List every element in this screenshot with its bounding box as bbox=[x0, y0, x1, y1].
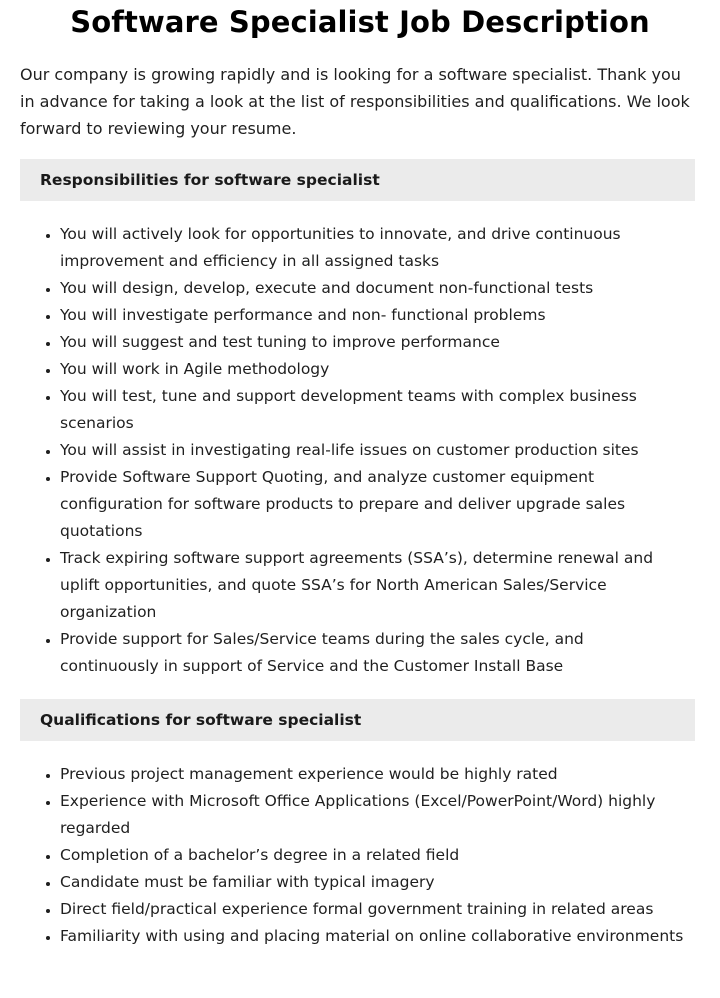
list-item: • You will actively look for opportunities to innovate, and drive continuous improvement and efficiency in all assigned tasks bbox=[60, 221, 686, 275]
intro-paragraph: Our company is growing rapidly and is looking for a software specialist. Thank you in advance for taking a look at the list of responsibilities and qualifications. We look forward to reviewing your resume. bbox=[20, 65, 690, 138]
list-item: • Track expiring software support agreements (SSA’s), determine renewal and uplift opportunities, and quote SSA’s for North American Sales/Service organization bbox=[60, 545, 686, 626]
list-item: • Provide Software Support Quoting, and analyze customer equipment configuration for software products to prepare and deliver upgrade sales quotations bbox=[60, 464, 686, 545]
list-item: • You will test, tune and support development teams with complex business scenarios bbox=[60, 383, 686, 437]
page-title: Software Specialist Job Description bbox=[70, 5, 650, 39]
list-item: • You will design, develop, execute and document non-functional tests bbox=[60, 275, 686, 302]
list-item: • Previous project management experience would be highly rated bbox=[60, 761, 686, 788]
responsibilities-list bbox=[0, 221, 686, 680]
responsibilities-heading: Responsibilities for software specialist bbox=[20, 159, 695, 201]
list-item: • You will assist in investigating real-life issues on customer production sites bbox=[60, 437, 686, 464]
list-item: • You will investigate performance and non- functional problems bbox=[60, 302, 686, 329]
list-item: • You will work in Agile methodology bbox=[60, 356, 686, 383]
list-item: • Provide support for Sales/Service teams during the sales cycle, and continuously in support of Service and the Customer Install Base bbox=[60, 626, 686, 680]
list-item: • Completion of a bachelor’s degree in a related field bbox=[60, 842, 686, 869]
qualifications-heading: Qualifications for software specialist bbox=[20, 699, 695, 741]
list-item: • Candidate must be familiar with typical imagery bbox=[60, 869, 686, 896]
qualifications-list bbox=[0, 761, 686, 950]
list-item: • Direct field/practical experience formal government training in related areas bbox=[60, 896, 686, 923]
list-item: • You will suggest and test tuning to improve performance bbox=[60, 329, 686, 356]
list-item: • Familiarity with using and placing material on online collaborative environments bbox=[60, 923, 686, 950]
list-item: • Experience with Microsoft Office Applications (Excel/PowerPoint/Word) highly regarded bbox=[60, 788, 686, 842]
